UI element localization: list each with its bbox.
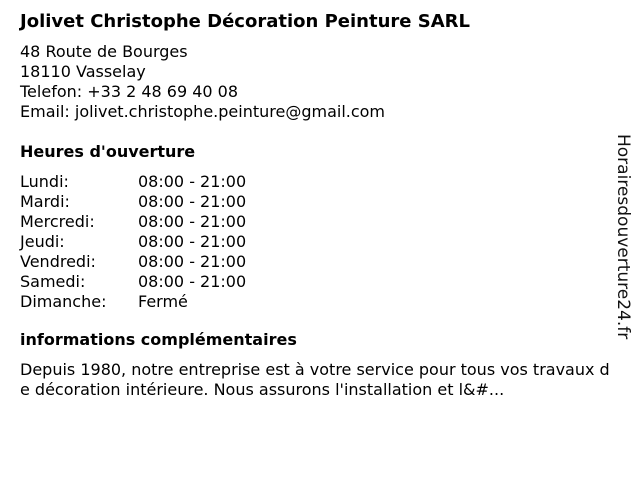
business-name: Jolivet Christophe Décoration Peinture SARL [20,11,470,32]
hours-row-saturday [20,272,616,292]
hours-heading: Heures d'ouverture [20,142,196,161]
time-range: 08:00 - 21:00 [138,272,247,291]
hours-row-sunday [20,292,616,312]
hours-row-wednesday [20,212,616,232]
hours-row-tuesday [20,192,616,212]
time-range: Fermé [138,292,188,311]
street-address: 48 Route de Bourges [20,42,188,61]
business-card [20,10,616,400]
hours-row-monday [20,172,616,192]
hours-row-thursday [20,232,616,252]
info-heading: informations complémentaires [20,330,297,349]
day-label: Dimanche: [20,292,107,311]
time-range: 08:00 - 21:00 [138,172,247,191]
day-label: Mardi: [20,192,70,211]
day-label: Lundi: [20,172,69,191]
day-label: Samedi: [20,272,86,291]
time-range: 08:00 - 21:00 [138,192,247,211]
hours-row-friday [20,252,616,272]
contact-block [20,42,616,122]
day-label: Vendredi: [20,252,96,271]
site-watermark: Horairesdouverture24.fr [613,134,633,340]
hours-table [20,172,616,312]
time-range: 08:00 - 21:00 [138,232,247,251]
time-range: 08:00 - 21:00 [138,212,247,231]
email-address: Email: jolivet.christophe.peinture@gmail.com [20,102,386,121]
info-description: Depuis 1980, notre entreprise est à votre service pour tous vos travaux de décoration intérieure. Nous assurons l'installation et l&#... [20,360,610,399]
time-range: 08:00 - 21:00 [138,252,247,271]
phone-number: Telefon: +33 2 48 69 40 08 [20,82,239,101]
day-label: Mercredi: [20,212,95,231]
city-postcode: 18110 Vasselay [20,62,146,81]
day-label: Jeudi: [20,232,65,251]
